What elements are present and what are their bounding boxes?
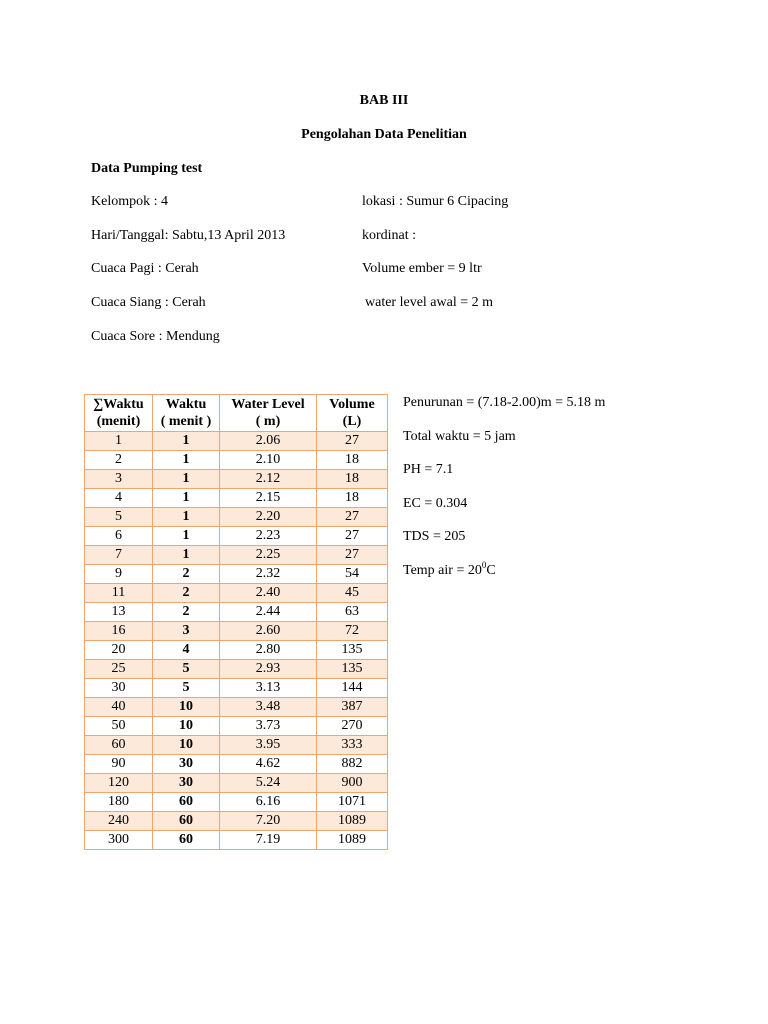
cell-interval-time: 10 xyxy=(153,736,220,755)
header-volume-line2: (L) xyxy=(342,414,362,429)
header-water-level-line2: ( m) xyxy=(255,414,281,429)
cell-interval-time: 10 xyxy=(153,717,220,736)
table-row xyxy=(85,622,388,641)
tds-note: TDS = 205 xyxy=(403,529,466,544)
cell-volume: 1089 xyxy=(317,812,388,831)
cell-volume: 18 xyxy=(317,489,388,508)
cell-interval-time: 1 xyxy=(153,546,220,565)
cell-interval-time: 30 xyxy=(153,755,220,774)
cell-water-level: 2.93 xyxy=(220,660,317,679)
cell-volume: 135 xyxy=(317,660,388,679)
cell-cumulative-time: 11 xyxy=(85,584,153,603)
total-waktu-note: Total waktu = 5 jam xyxy=(403,429,516,444)
cell-water-level: 5.24 xyxy=(220,774,317,793)
cell-cumulative-time: 180 xyxy=(85,793,153,812)
cell-volume: 882 xyxy=(317,755,388,774)
cell-cumulative-time: 13 xyxy=(85,603,153,622)
header-interval-time-line1: Waktu xyxy=(165,397,207,412)
cell-water-level: 2.60 xyxy=(220,622,317,641)
cell-interval-time: 1 xyxy=(153,508,220,527)
cell-interval-time: 3 xyxy=(153,622,220,641)
cell-volume: 27 xyxy=(317,508,388,527)
table-row xyxy=(85,831,388,850)
cuaca-sore-text: Cuaca Sore : Mendung xyxy=(91,329,220,344)
cell-volume: 144 xyxy=(317,679,388,698)
cell-interval-time: 2 xyxy=(153,565,220,584)
cell-water-level: 2.23 xyxy=(220,527,317,546)
cell-cumulative-time: 3 xyxy=(85,470,153,489)
temp-air-unit: C xyxy=(486,563,496,578)
table-row xyxy=(85,584,388,603)
header-volume-line1: Volume xyxy=(329,397,375,412)
cell-water-level: 2.10 xyxy=(220,451,317,470)
cell-water-level: 3.95 xyxy=(220,736,317,755)
cell-volume: 1089 xyxy=(317,831,388,850)
table-row xyxy=(85,812,388,831)
cell-volume: 63 xyxy=(317,603,388,622)
table-header-row xyxy=(85,395,388,432)
table-row xyxy=(85,755,388,774)
table-row xyxy=(85,603,388,622)
cell-interval-time: 1 xyxy=(153,432,220,451)
cell-cumulative-time: 7 xyxy=(85,546,153,565)
hari-tanggal-text: Hari/Tanggal: Sabtu,13 April 2013 xyxy=(91,228,286,243)
cell-volume: 27 xyxy=(317,432,388,451)
cell-interval-time: 4 xyxy=(153,641,220,660)
cell-cumulative-time: 240 xyxy=(85,812,153,831)
cell-cumulative-time: 6 xyxy=(85,527,153,546)
table-row xyxy=(85,793,388,812)
cell-water-level: 2.12 xyxy=(220,470,317,489)
cell-volume: 135 xyxy=(317,641,388,660)
table-row xyxy=(85,774,388,793)
cell-interval-time: 1 xyxy=(153,451,220,470)
temp-air-label: Temp air = 20 xyxy=(403,563,482,578)
cell-cumulative-time: 120 xyxy=(85,774,153,793)
cell-interval-time: 60 xyxy=(153,831,220,850)
cell-cumulative-time: 1 xyxy=(85,432,153,451)
cell-volume: 387 xyxy=(317,698,388,717)
table-row xyxy=(85,432,388,451)
table-row xyxy=(85,679,388,698)
cell-interval-time: 2 xyxy=(153,584,220,603)
header-interval-time xyxy=(153,395,220,432)
table-row xyxy=(85,717,388,736)
cell-volume: 18 xyxy=(317,451,388,470)
table-row xyxy=(85,489,388,508)
table-row xyxy=(85,641,388,660)
cell-volume: 27 xyxy=(317,546,388,565)
table-row xyxy=(85,698,388,717)
table-body xyxy=(85,432,388,850)
penurunan-note: Penurunan = (7.18-2.00)m = 5.18 m xyxy=(403,395,606,410)
header-cumulative-time-line1: ∑Waktu xyxy=(93,397,144,412)
cell-volume: 900 xyxy=(317,774,388,793)
cell-interval-time: 1 xyxy=(153,527,220,546)
cell-water-level: 2.32 xyxy=(220,565,317,584)
cell-volume: 45 xyxy=(317,584,388,603)
cell-volume: 54 xyxy=(317,565,388,584)
cell-water-level: 2.44 xyxy=(220,603,317,622)
section-heading: Data Pumping test xyxy=(91,161,203,176)
cell-cumulative-time: 2 xyxy=(85,451,153,470)
water-level-awal-text: water level awal = 2 m xyxy=(365,295,494,310)
header-cumulative-time xyxy=(85,395,153,432)
ec-note: EC = 0.304 xyxy=(403,496,468,511)
cell-water-level: 7.19 xyxy=(220,831,317,850)
table-row xyxy=(85,546,388,565)
cell-interval-time: 60 xyxy=(153,812,220,831)
header-volume xyxy=(317,395,388,432)
cell-interval-time: 1 xyxy=(153,489,220,508)
cell-water-level: 3.73 xyxy=(220,717,317,736)
cell-volume: 270 xyxy=(317,717,388,736)
cell-volume: 333 xyxy=(317,736,388,755)
cell-interval-time: 60 xyxy=(153,793,220,812)
cell-water-level: 4.62 xyxy=(220,755,317,774)
cell-interval-time: 5 xyxy=(153,660,220,679)
cell-interval-time: 1 xyxy=(153,470,220,489)
cell-cumulative-time: 5 xyxy=(85,508,153,527)
cuaca-siang-text: Cuaca Siang : Cerah xyxy=(91,295,206,310)
cell-cumulative-time: 40 xyxy=(85,698,153,717)
cell-interval-time: 10 xyxy=(153,698,220,717)
cell-volume: 1071 xyxy=(317,793,388,812)
cell-cumulative-time: 16 xyxy=(85,622,153,641)
cell-water-level: 2.20 xyxy=(220,508,317,527)
chapter-heading: BAB III xyxy=(359,93,409,108)
cell-water-level: 2.15 xyxy=(220,489,317,508)
cell-water-level: 7.20 xyxy=(220,812,317,831)
table-row xyxy=(85,660,388,679)
ph-note: PH = 7.1 xyxy=(403,462,454,477)
cell-cumulative-time: 300 xyxy=(85,831,153,850)
cell-interval-time: 2 xyxy=(153,603,220,622)
table-row xyxy=(85,451,388,470)
cuaca-pagi-text: Cuaca Pagi : Cerah xyxy=(91,261,199,276)
cell-cumulative-time: 30 xyxy=(85,679,153,698)
lokasi-text: lokasi : Sumur 6 Cipacing xyxy=(362,194,509,209)
cell-cumulative-time: 60 xyxy=(85,736,153,755)
kordinat-text: kordinat : xyxy=(362,228,417,243)
temp-air-degree: 0 xyxy=(481,560,487,570)
kelompok-text: Kelompok : 4 xyxy=(91,194,168,209)
cell-cumulative-time: 25 xyxy=(85,660,153,679)
cell-water-level: 2.25 xyxy=(220,546,317,565)
header-cumulative-time-line2: (menit) xyxy=(96,414,141,429)
temp-air-note xyxy=(403,560,496,579)
cell-volume: 18 xyxy=(317,470,388,489)
cell-cumulative-time: 90 xyxy=(85,755,153,774)
cell-volume: 72 xyxy=(317,622,388,641)
table-row xyxy=(85,527,388,546)
header-water-level xyxy=(220,395,317,432)
header-interval-time-line2: ( menit ) xyxy=(160,414,212,429)
cell-water-level: 2.06 xyxy=(220,432,317,451)
cell-water-level: 6.16 xyxy=(220,793,317,812)
cell-water-level: 2.80 xyxy=(220,641,317,660)
table-row xyxy=(85,508,388,527)
cell-cumulative-time: 9 xyxy=(85,565,153,584)
cell-water-level: 3.48 xyxy=(220,698,317,717)
cell-interval-time: 5 xyxy=(153,679,220,698)
table-row xyxy=(85,736,388,755)
cell-cumulative-time: 4 xyxy=(85,489,153,508)
cell-cumulative-time: 50 xyxy=(85,717,153,736)
cell-volume: 27 xyxy=(317,527,388,546)
table-row xyxy=(85,470,388,489)
pumping-test-table xyxy=(84,394,388,850)
cell-water-level: 2.40 xyxy=(220,584,317,603)
cell-cumulative-time: 20 xyxy=(85,641,153,660)
cell-water-level: 3.13 xyxy=(220,679,317,698)
page-title: Pengolahan Data Penelitian xyxy=(301,127,467,142)
table-row xyxy=(85,565,388,584)
volume-ember-text: Volume ember = 9 ltr xyxy=(362,261,482,276)
cell-interval-time: 30 xyxy=(153,774,220,793)
header-water-level-line1: Water Level xyxy=(231,397,305,412)
